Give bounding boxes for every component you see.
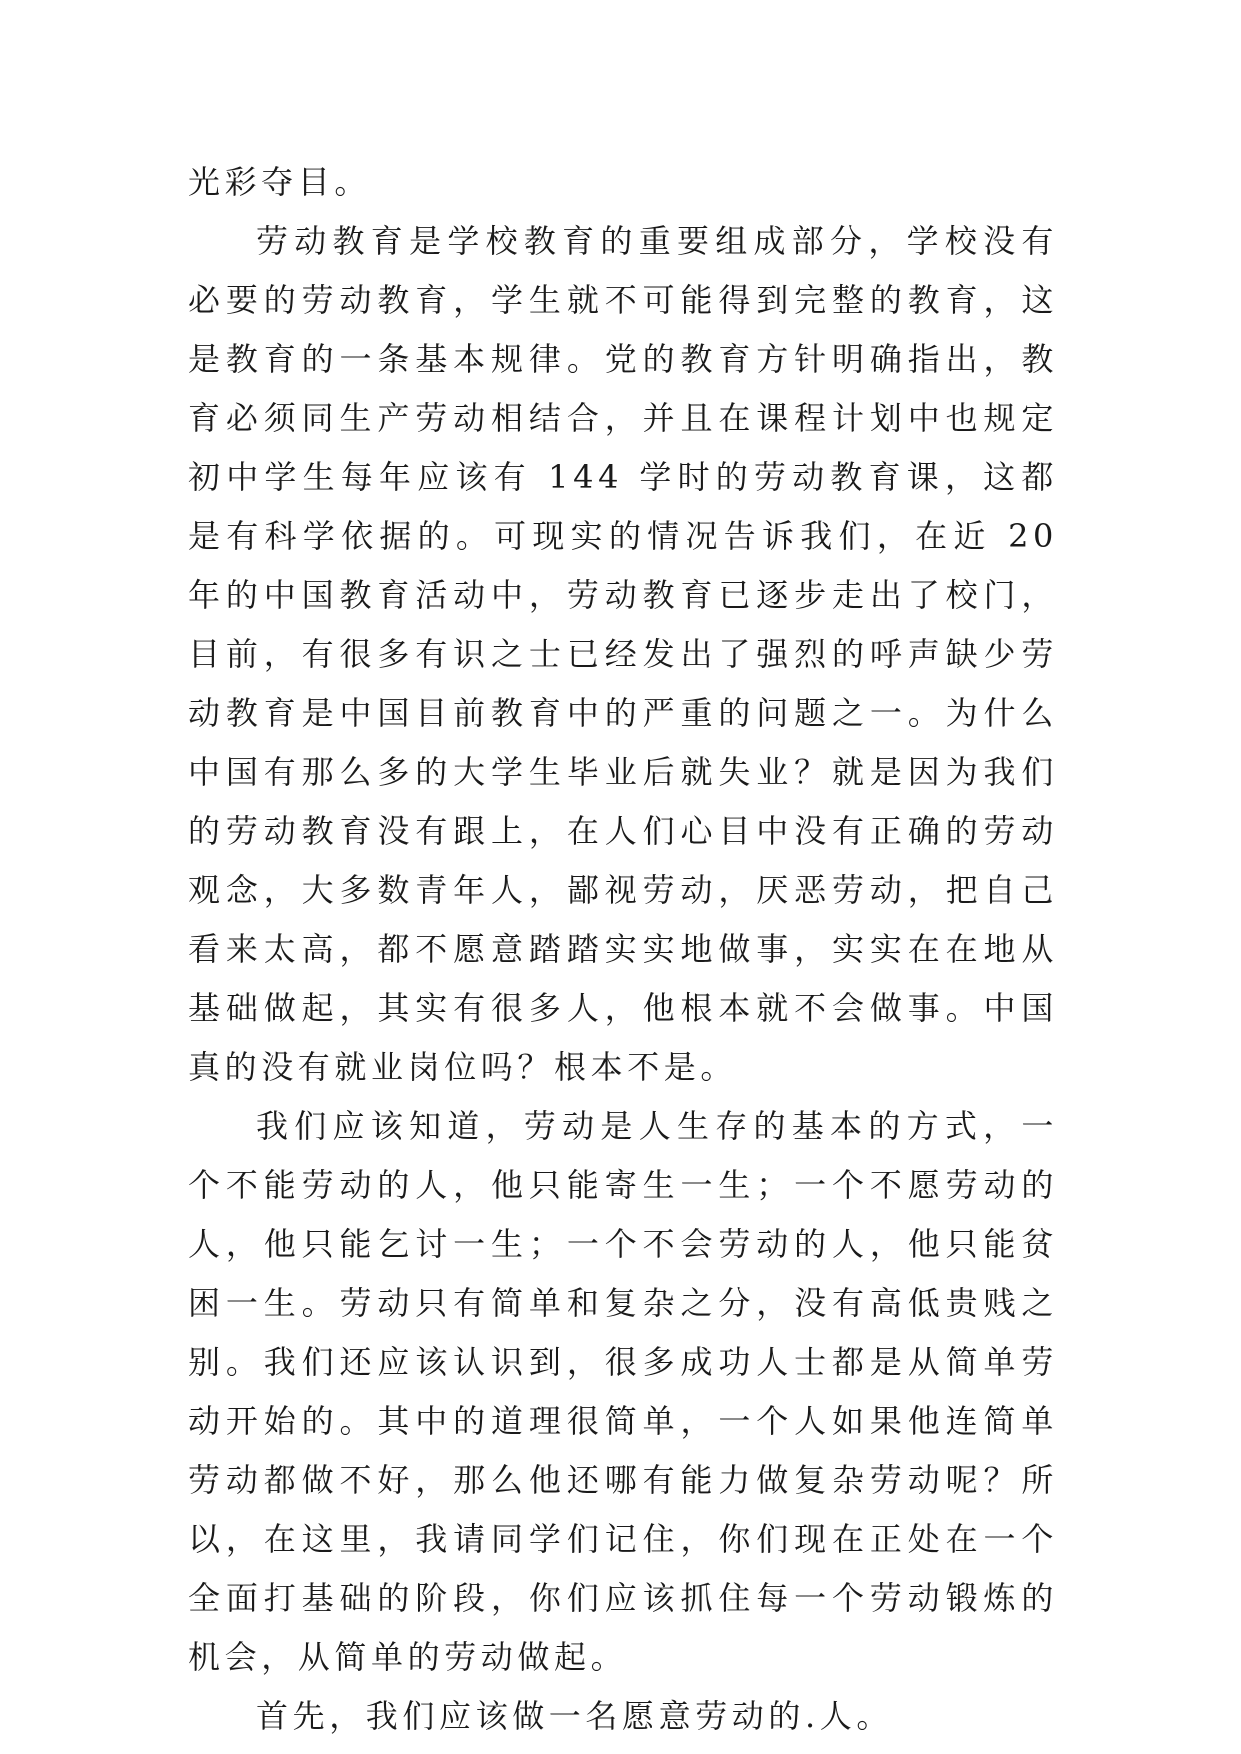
paragraph-continuation: 光彩夺目。 bbox=[188, 163, 372, 201]
paragraph-labor-basics: 我们应该知道，劳动是人生存的基本的方式，一个不能劳动的人，他只能寄生一生；一个不愿劳动的人，他只能乞讨一生；一个不会劳动的人，他只能贫困一生。劳动只有简单和复杂之分，没有高低贵贱之别。我们还应该认识到，很多成功人士都是从简单劳动开始的。其中的道理很简单，一个人如果他连简单劳动都做不好，那么他还哪有能力做复杂劳动呢？所以，在这里，我请同学们记住，你们现在正处在一个全面打基础的阶段，你们应该抓住每一个劳动锻炼的机会，从简单的劳动做起。 bbox=[188, 1107, 1058, 1676]
paragraph-first-point: 首先，我们应该做一名愿意劳动的.人。 bbox=[256, 1697, 893, 1735]
document-body bbox=[188, 153, 1058, 1746]
paragraph-labor-education: 劳动教育是学校教育的重要组成部分，学校没有必要的劳动教育，学生就不可能得到完整的教育，这是教育的一条基本规律。党的教育方针明确指出，教育必须同生产劳动相结合，并且在课程计划中也规定初中学生每年应该有 144 学时的劳动教育课，这都是有科学依据的。可现实的情况告诉我们，在近 20 年的中国教育活动中，劳动教育已逐步走出了校门，目前，有很多有识之士已经发出了强烈的呼声缺少劳动教育是中国目前教育中的严重的问题之一。为什么中国有那么多的大学生毕业后就失业？就是因为我们的劳动教育没有跟上，在人们心目中没有正确的劳动观念，大多数青年人，鄙视劳动，厌恶劳动，把自己看来太高，都不愿意踏踏实实地做事，实实在在地从基础做起，其实有很多人，他根本就不会做事。中国真的没有就业岗位吗？根本不是。 bbox=[188, 222, 1058, 1086]
